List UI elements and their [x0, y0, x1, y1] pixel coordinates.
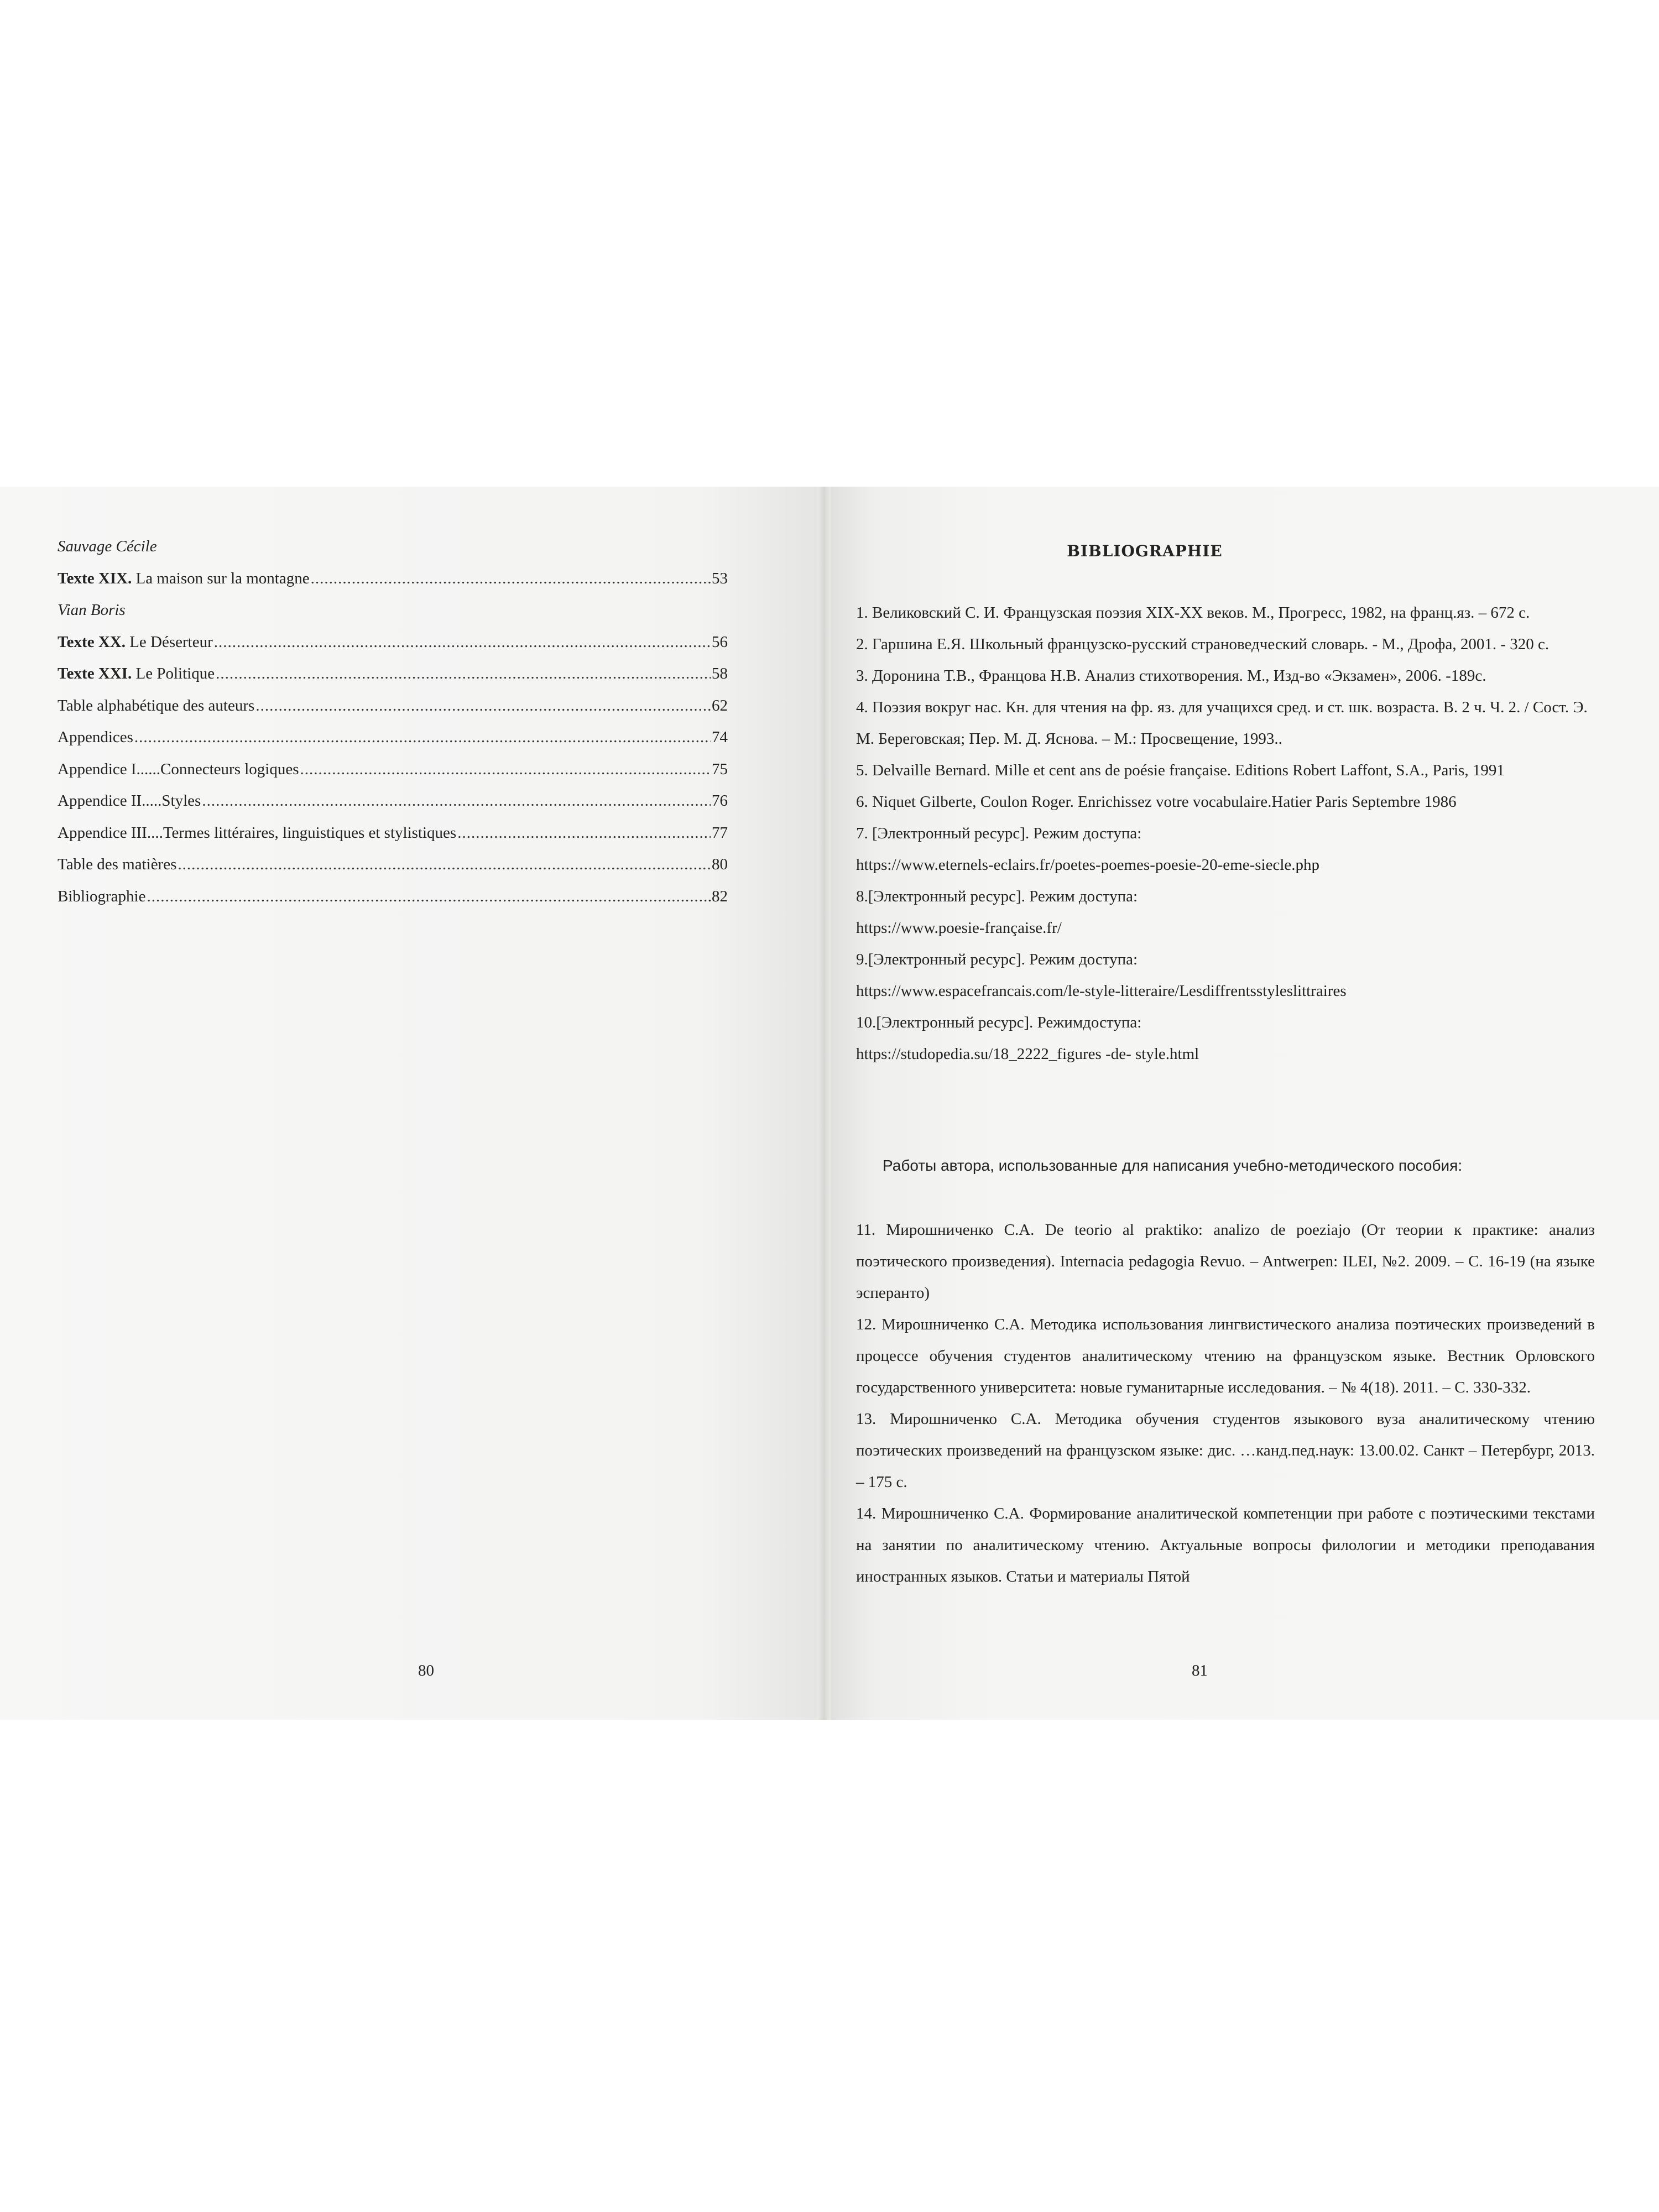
toc-entry-label — [58, 728, 133, 747]
toc-entry — [58, 633, 728, 665]
toc-entry-title: Appendice I......Connecteurs logiques — [58, 760, 299, 778]
table-of-contents — [58, 538, 728, 919]
toc-entry-title: La maison sur la montagne — [132, 569, 310, 587]
toc-page-number: .82 — [707, 887, 728, 905]
author-work-item: 13. Мирошниченко С.А. Методика обучения студентов языкового вуза аналитическому чтению поэтических произведений на французском языке: дис. …канд.пед.наук: 13.00.02. Санкт – Петербург, 2013. – 175 с. — [856, 1410, 1595, 1491]
bibliography-title: BIBLIOGRAPHIE — [1067, 542, 1223, 560]
bibliography-item: 9.[Электронный ресурс]. Режим доступа: — [856, 951, 1138, 968]
toc-entry-title: Appendices — [58, 728, 133, 746]
toc-entry — [58, 792, 728, 824]
toc-entry-title: Le Politique — [132, 665, 215, 682]
toc-page-number: 75 — [712, 760, 728, 778]
toc-entry-title: Le Déserteur — [125, 633, 213, 651]
bibliography-item: 8.[Электронный ресурс]. Режим доступа: — [856, 888, 1138, 905]
toc-leader-dots — [300, 760, 711, 779]
toc-entry-title: Table des matières — [58, 855, 177, 873]
author-works-list — [856, 1214, 1595, 1593]
author-works-subtitle: Работы автора, использованные для написания учебно-методического пособия: — [883, 1157, 1463, 1174]
toc-entry — [58, 888, 728, 920]
toc-entry — [58, 697, 728, 729]
page-number-left: 80 — [418, 1662, 434, 1679]
toc-leader-dots — [255, 697, 711, 715]
toc-leader-dots — [214, 633, 711, 651]
toc-entry — [58, 728, 728, 760]
toc-leader-dots — [216, 665, 711, 683]
toc-entry — [58, 570, 728, 602]
toc-page-number: 56 — [712, 633, 728, 651]
toc-entry — [58, 824, 728, 856]
author-work-item: 11. Мирошниченко С.А. De teorio al praktiko: analizo de poeziajo (От теории к практике: анализ поэтического произведения). Internacia pedagogia Revuo. – Antwerpen: ILEI, №2. 2009. – С. 16-19 (на языке эсперанто) — [856, 1221, 1595, 1302]
toc-entry — [58, 760, 728, 792]
bibliography-item: 5. Delvaille Bernard. Mille et cent ans de poésie française. Editions Robert Laffont, S.A., Paris, 1991 — [856, 761, 1505, 779]
toc-page-number: 77 — [712, 823, 728, 842]
toc-entry — [58, 665, 728, 697]
toc-page-number: 62 — [712, 696, 728, 714]
author-work-item: 14. Мирошниченко С.А. Формирование аналитической компетенции при работе с поэтическими текстами на занятии по аналитическому чтению. Актуальные вопросы филологии и методики преподавания иностранных языков. Статьи и материалы Пятой — [856, 1505, 1595, 1585]
toc-entry-label — [58, 824, 456, 842]
toc-entry-number: Texte XIX. — [58, 569, 132, 587]
bibliography-item: 1. Великовский С. И. Французская поэзия XIX-XX веков. М., Прогресс, 1982, на франц.яз. – 672 с. — [856, 604, 1530, 622]
toc-author — [58, 601, 728, 633]
bibliography-item: 10.[Электронный ресурс]. Режимдоступа: — [856, 1014, 1142, 1031]
bibliography-item: 3. Доронина Т.В., Францова Н.В. Анализ стихотворения. М., Изд-во «Экзамен», 2006. -189с. — [856, 667, 1486, 685]
toc-leader-dots — [178, 855, 711, 874]
toc-page-number: 76 — [712, 792, 728, 810]
toc-entry-title: Bibliographie — [58, 887, 146, 905]
toc-author — [58, 538, 728, 570]
toc-leader-dots — [147, 888, 706, 906]
toc-author-name: Vian Boris — [58, 601, 126, 619]
toc-leader-dots — [134, 728, 711, 747]
toc-entry-label — [58, 760, 299, 779]
toc-entry-label — [58, 697, 254, 715]
toc-entry-title: Table alphabétique des auteurs — [58, 696, 255, 714]
bibliography-item: https://www.eternels-eclairs.fr/poetes-poemes-poesie-20-eme-siecle.php — [856, 856, 1319, 874]
toc-entry — [58, 855, 728, 888]
toc-entry-number: Texte XXI. — [58, 665, 132, 682]
author-work-item: 12. Мирошниченко С.А. Методика использования лингвистического анализа поэтических произведений в процессе обучения студентов аналитическому чтению на французском языке. Вестник Орловского государственного университета: новые гуманитарные исследования. – № 4(18). 2011. – С. 330-332. — [856, 1316, 1595, 1396]
bibliography-item: 6. Niquet Gilberte, Coulon Roger. Enrichissez votre vocabulaire.Hatier Paris Septembre 1986 — [856, 793, 1457, 811]
toc-entry-title: Appendice III....Termes littéraires, linguistiques et stylistiques — [58, 823, 457, 842]
bibliography-item: 7. [Электронный ресурс]. Режим доступа: — [856, 825, 1142, 842]
toc-page-number: 58 — [712, 665, 728, 682]
toc-author-name: Sauvage Cécile — [58, 538, 157, 555]
toc-leader-dots — [311, 570, 711, 588]
book-gutter — [817, 487, 831, 1720]
bibliography-item: 2. Гаршина Е.Я. Школьный французско-русский страноведческий словарь. - М., Дрофа, 2001. - 320 с. — [856, 635, 1550, 653]
toc-entry-label — [58, 792, 201, 810]
toc-page-number: 53 — [712, 569, 728, 587]
toc-entry-label — [58, 855, 176, 874]
toc-page-number: 74 — [712, 728, 728, 746]
toc-entry-number: Texte XX. — [58, 633, 126, 651]
bibliography-item: 4. Поэзия вокруг нас. Кн. для чтения на фр. яз. для учащихся сред. и ст. шк. возраста. В. 2 ч. Ч. 2. / Сост. Э. М. Береговская; Пер. М. Д. Яснова. – М.: Просвещение, 1993.. — [856, 698, 1588, 748]
toc-leader-dots — [457, 824, 711, 842]
toc-leader-dots — [202, 792, 711, 810]
toc-entry-label — [58, 665, 215, 683]
page-number-right: 81 — [1192, 1662, 1208, 1679]
toc-entry-title: Appendice II.....Styles — [58, 792, 201, 810]
toc-page-number: 80 — [712, 855, 728, 873]
bibliography-item: https://www.poesie-française.fr/ — [856, 919, 1062, 937]
toc-entry-label — [58, 633, 213, 651]
bibliography-item: https://www.espacefrancais.com/le-style-litteraire/Lesdiffrentsstyleslittraires — [856, 982, 1347, 1000]
toc-entry-label — [58, 888, 145, 906]
toc-entry-label — [58, 570, 310, 588]
bibliography-list — [856, 597, 1595, 1070]
bibliography-item: https://studopedia.su/18_2222_figures -de- style.html — [856, 1045, 1199, 1063]
